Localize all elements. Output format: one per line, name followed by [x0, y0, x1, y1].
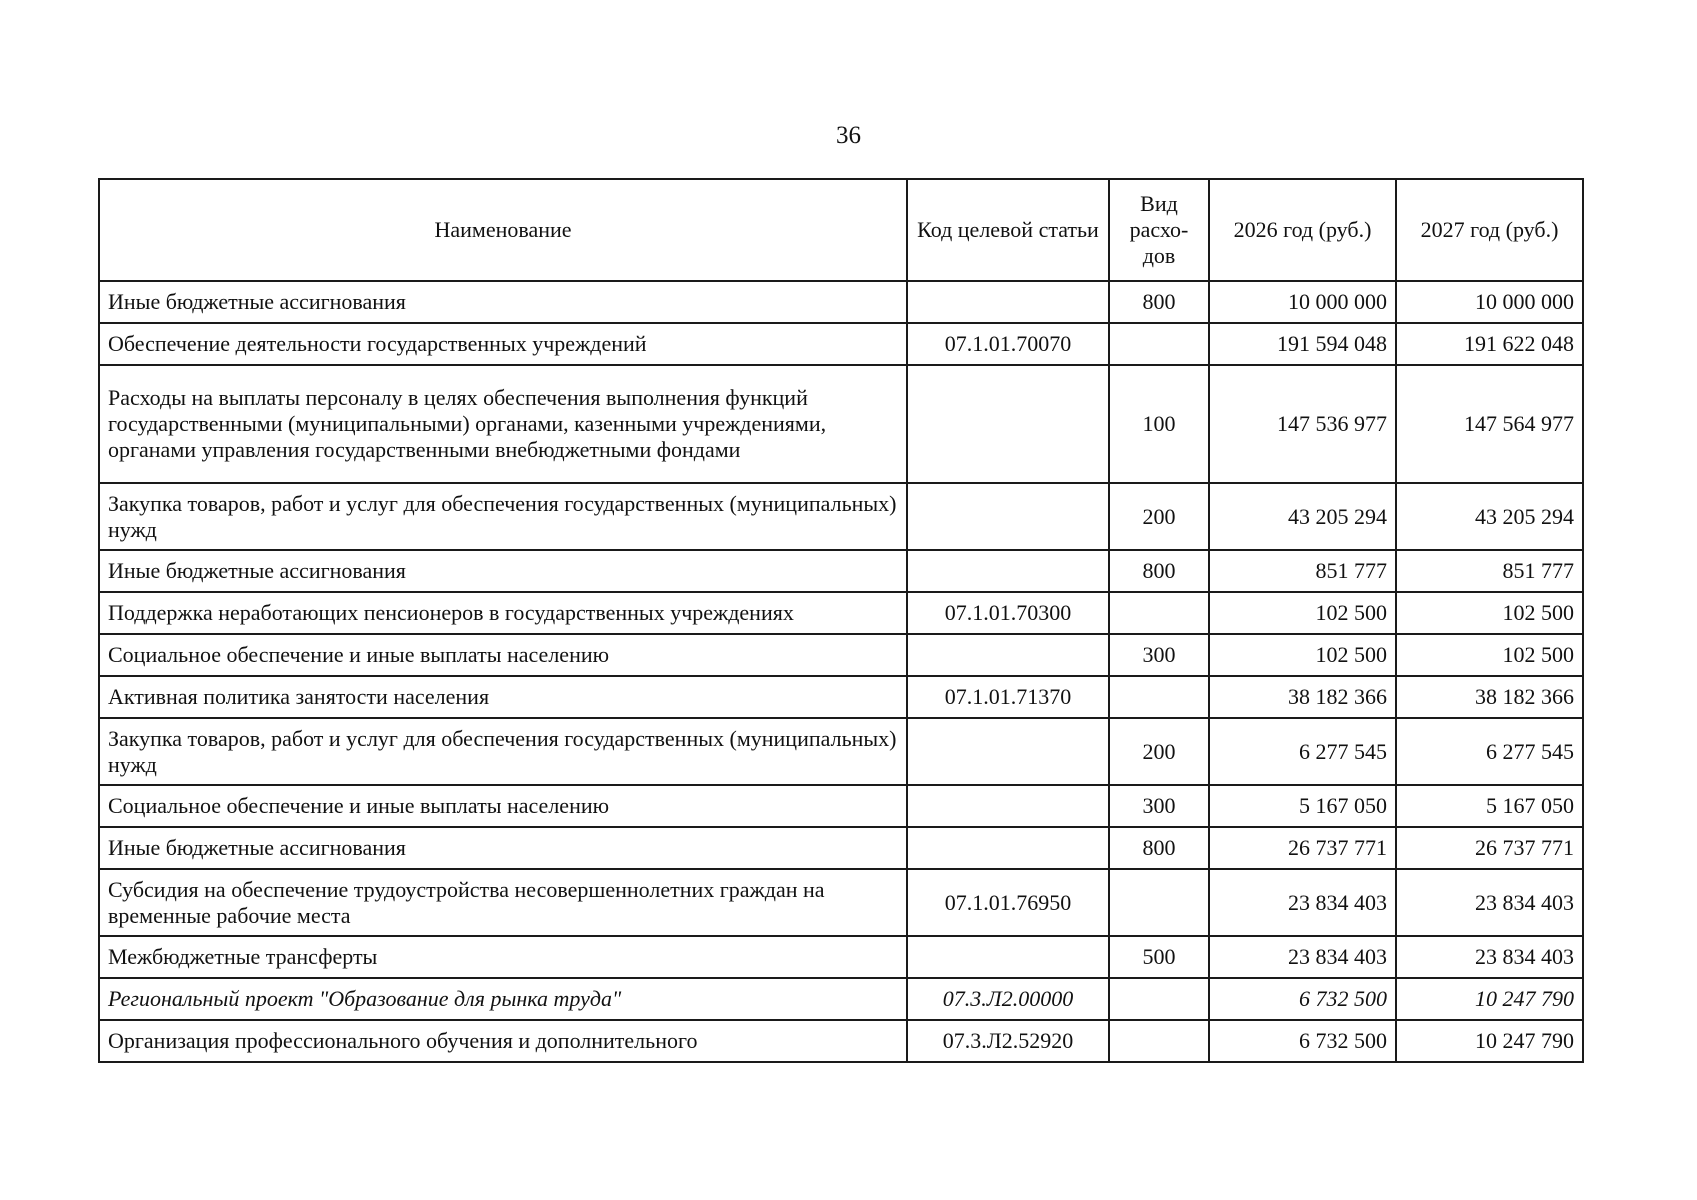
table-row: [99, 592, 1583, 634]
cell-2027: 38 182 366: [1396, 676, 1583, 718]
cell-name: Обеспечение деятельности государственных учреждений: [99, 323, 907, 365]
header-2027: 2027 год (руб.): [1396, 179, 1583, 281]
table-header-row: [99, 179, 1583, 281]
table-row: [99, 550, 1583, 592]
cell-2026: 23 834 403: [1209, 936, 1396, 978]
cell-name: Закупка товаров, работ и услуг для обеспечения государственных (муниципальных) нужд: [99, 718, 907, 785]
cell-code: 07.1.01.70070: [907, 323, 1109, 365]
budget-table: [98, 178, 1584, 1063]
table-row: [99, 869, 1583, 936]
cell-2026: 6 732 500: [1209, 1020, 1396, 1062]
cell-2027: 191 622 048: [1396, 323, 1583, 365]
cell-2027: 23 834 403: [1396, 869, 1583, 936]
cell-code: [907, 718, 1109, 785]
cell-2027: 102 500: [1396, 592, 1583, 634]
cell-type: [1109, 676, 1209, 718]
cell-name: Иные бюджетные ассигнования: [99, 281, 907, 323]
cell-2026: 43 205 294: [1209, 483, 1396, 550]
cell-2027: 5 167 050: [1396, 785, 1583, 827]
table-row: [99, 281, 1583, 323]
cell-type: 200: [1109, 718, 1209, 785]
cell-type: [1109, 978, 1209, 1020]
cell-type: [1109, 1020, 1209, 1062]
cell-type: 800: [1109, 550, 1209, 592]
table-row: [99, 1020, 1583, 1062]
cell-type: 100: [1109, 365, 1209, 483]
cell-2026: 23 834 403: [1209, 869, 1396, 936]
cell-name: Расходы на выплаты персоналу в целях обеспечения выполнения функций государственными (муниципальными) органами, казенными учреждениями, органами управления государственными внебюджетными фондами: [99, 365, 907, 483]
cell-2026: 6 277 545: [1209, 718, 1396, 785]
cell-type: 800: [1109, 281, 1209, 323]
table-row: [99, 936, 1583, 978]
cell-type: 200: [1109, 483, 1209, 550]
cell-code: [907, 634, 1109, 676]
cell-2026: 6 732 500: [1209, 978, 1396, 1020]
cell-2026: 5 167 050: [1209, 785, 1396, 827]
cell-code: 07.1.01.70300: [907, 592, 1109, 634]
cell-type: [1109, 323, 1209, 365]
cell-code: [907, 827, 1109, 869]
page-number: 36: [836, 122, 861, 149]
cell-name: Социальное обеспечение и иные выплаты населению: [99, 785, 907, 827]
cell-2027: 6 277 545: [1396, 718, 1583, 785]
cell-2026: 102 500: [1209, 592, 1396, 634]
cell-2026: 102 500: [1209, 634, 1396, 676]
header-2026: 2026 год (руб.): [1209, 179, 1396, 281]
cell-code: [907, 483, 1109, 550]
cell-2026: 10 000 000: [1209, 281, 1396, 323]
cell-name: Активная политика занятости населения: [99, 676, 907, 718]
cell-2027: 10 247 790: [1396, 1020, 1583, 1062]
cell-2027: 23 834 403: [1396, 936, 1583, 978]
cell-type: 300: [1109, 634, 1209, 676]
cell-code: 07.1.01.71370: [907, 676, 1109, 718]
cell-code: 07.1.01.76950: [907, 869, 1109, 936]
table-body: [99, 281, 1583, 1062]
header-code: Код целевой статьи: [907, 179, 1109, 281]
cell-2026: 851 777: [1209, 550, 1396, 592]
cell-2027: 10 247 790: [1396, 978, 1583, 1020]
cell-2026: 191 594 048: [1209, 323, 1396, 365]
cell-name: Субсидия на обеспечение трудоустройства несовершеннолетних граждан на временные рабочие места: [99, 869, 907, 936]
table-row: [99, 676, 1583, 718]
cell-code: [907, 365, 1109, 483]
cell-2027: 10 000 000: [1396, 281, 1583, 323]
cell-name: Межбюджетные трансферты: [99, 936, 907, 978]
cell-2027: 26 737 771: [1396, 827, 1583, 869]
cell-name: Организация профессионального обучения и дополнительного: [99, 1020, 907, 1062]
table-row: [99, 634, 1583, 676]
header-name: Наименование: [99, 179, 907, 281]
cell-code: [907, 550, 1109, 592]
cell-2027: 102 500: [1396, 634, 1583, 676]
cell-code: [907, 936, 1109, 978]
cell-2026: 26 737 771: [1209, 827, 1396, 869]
cell-code: 07.3.Л2.00000: [907, 978, 1109, 1020]
cell-name: Закупка товаров, работ и услуг для обеспечения государственных (муниципальных) нужд: [99, 483, 907, 550]
table-row: [99, 323, 1583, 365]
cell-name: Иные бюджетные ассигнования: [99, 827, 907, 869]
cell-2027: 43 205 294: [1396, 483, 1583, 550]
cell-type: [1109, 592, 1209, 634]
cell-type: 300: [1109, 785, 1209, 827]
cell-code: [907, 281, 1109, 323]
table-row: [99, 827, 1583, 869]
cell-name: Иные бюджетные ассигнования: [99, 550, 907, 592]
cell-code: 07.3.Л2.52920: [907, 1020, 1109, 1062]
cell-2026: 38 182 366: [1209, 676, 1396, 718]
header-type: Вид расхо- дов: [1109, 179, 1209, 281]
cell-name: Региональный проект "Образование для рынка труда": [99, 978, 907, 1020]
cell-code: [907, 785, 1109, 827]
table-row: [99, 978, 1583, 1020]
table-row: [99, 785, 1583, 827]
table-row: [99, 483, 1583, 550]
cell-2027: 147 564 977: [1396, 365, 1583, 483]
table-row: [99, 365, 1583, 483]
cell-name: Социальное обеспечение и иные выплаты населению: [99, 634, 907, 676]
cell-name: Поддержка неработающих пенсионеров в государственных учреждениях: [99, 592, 907, 634]
cell-type: [1109, 869, 1209, 936]
cell-2027: 851 777: [1396, 550, 1583, 592]
cell-type: 500: [1109, 936, 1209, 978]
cell-2026: 147 536 977: [1209, 365, 1396, 483]
table-row: [99, 718, 1583, 785]
cell-type: 800: [1109, 827, 1209, 869]
